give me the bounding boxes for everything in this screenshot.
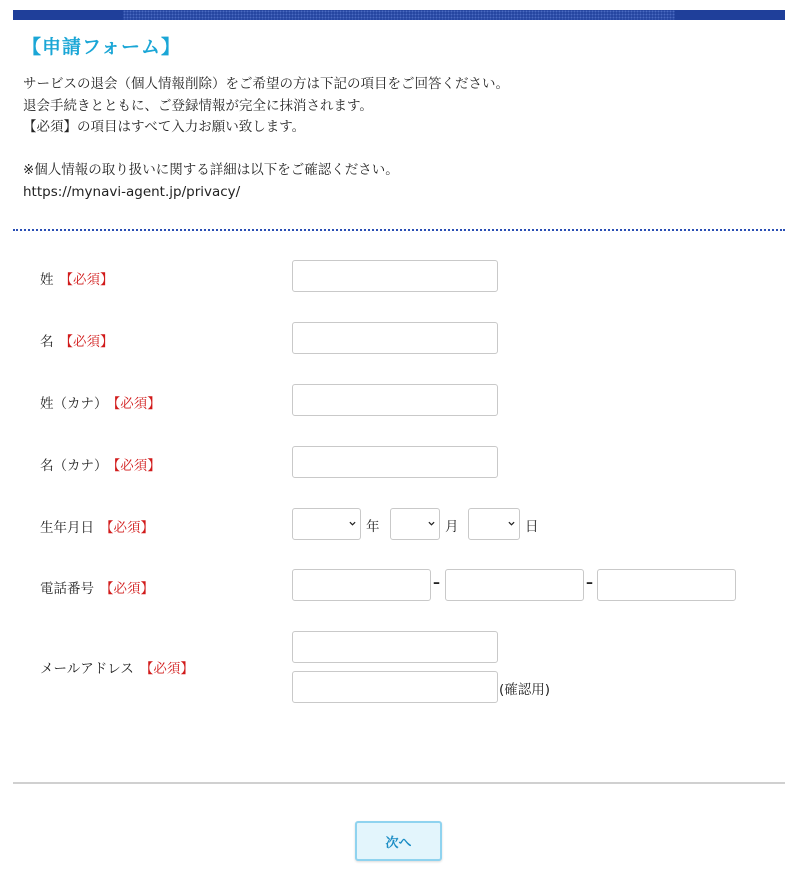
birthdate-row [40,508,780,542]
phone-part1-input[interactable] [292,569,431,601]
intro-line-3: 【必須】の項目はすべて入力お願い致します。 [23,119,306,135]
top-banner-bar [13,10,785,20]
chevron-down-icon [349,520,356,527]
required-badge: 【必須】 [139,661,194,677]
intro-line-1: サービスの退会（個人情報削除）をご希望の方は下記の項目をご回答ください。 [23,76,509,92]
page-title: 【申請フォーム】 [22,36,182,58]
intro-spacer [23,139,783,161]
last-name-label [40,268,114,288]
last-name-kana-row [40,384,780,418]
required-badge: 【必須】 [100,581,154,597]
birthdate-label [40,516,154,536]
phone-label [40,577,154,597]
birth-month-select[interactable] [390,508,440,540]
birth-year-select[interactable] [292,508,361,540]
first-name-input[interactable] [292,322,498,354]
last-name-kana-label-text: 姓（カナ） [40,396,108,412]
intro-line-2: 退会手続きとともに、ご登録情報が完全に抹消されます。 [23,97,373,114]
intro-line-4: ※個人情報の取り扱いに関する詳細は以下をご確認ください。 [23,162,399,178]
next-button[interactable]: 次へ [355,821,442,861]
email-confirm-input[interactable] [292,671,498,703]
first-name-kana-row [40,446,780,480]
first-name-label-text: 名 [40,334,54,350]
phone-separator: – [433,575,440,591]
email-label-text: メールアドレス [40,661,134,677]
phone-label-text: 電話番号 [40,581,94,597]
phone-separator: – [586,575,593,591]
chevron-down-icon [508,520,515,527]
email-row [40,631,780,703]
phone-row [40,569,780,603]
last-name-label-text: 姓 [40,272,54,288]
first-name-row [40,322,780,356]
birthdate-label-text: 生年月日 [40,520,94,536]
last-name-kana-input[interactable] [292,384,498,416]
intro-text [23,74,783,203]
last-name-input[interactable] [292,260,498,292]
email-input[interactable] [292,631,498,663]
month-unit: 月 [445,519,459,535]
required-badge: 【必須】 [100,520,154,536]
phone-part3-input[interactable] [597,569,736,601]
footer-divider [13,782,785,784]
section-divider [13,229,785,231]
first-name-kana-label [40,454,161,474]
required-badge: 【必須】 [113,458,161,474]
email-confirm-label: (確認用) [499,682,551,698]
phone-part2-input[interactable] [445,569,584,601]
birth-day-select[interactable] [468,508,520,540]
privacy-url: https://mynavi-agent.jp/privacy/ [23,183,241,200]
day-unit: 日 [525,519,539,535]
first-name-label [40,330,114,350]
chevron-down-icon [428,520,435,527]
email-label [40,657,194,677]
last-name-row [40,260,780,294]
required-badge: 【必須】 [59,334,114,350]
required-badge: 【必須】 [113,396,161,412]
required-badge: 【必須】 [59,272,114,288]
last-name-kana-label [40,392,161,412]
top-banner-pattern [123,10,675,20]
first-name-kana-label-text: 名（カナ） [40,458,108,474]
first-name-kana-input[interactable] [292,446,498,478]
year-unit: 年 [366,519,380,535]
